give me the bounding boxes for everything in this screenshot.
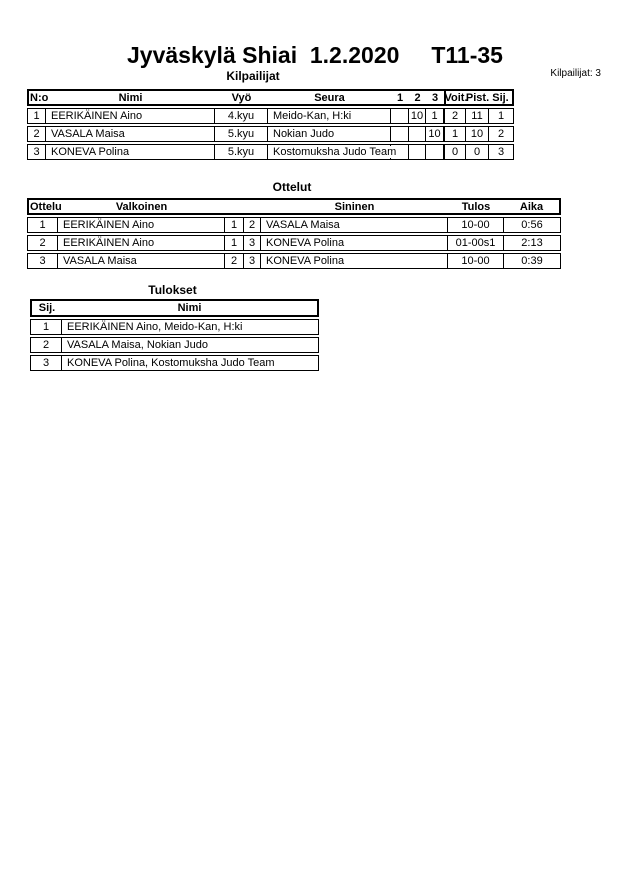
match-time: 0:39 <box>503 254 560 268</box>
blue-number: 3 <box>243 254 260 268</box>
match-number: 2 <box>39 237 46 249</box>
results-table <box>30 299 319 371</box>
white-number: 1 <box>224 218 243 232</box>
matches-header-row <box>27 198 561 215</box>
place: 2 <box>488 127 513 141</box>
header-match2: 2 <box>414 91 421 104</box>
match3-score: 1 <box>425 109 443 123</box>
blue-name: KONEVA Polina <box>260 254 447 268</box>
result-place: 1 <box>42 321 50 333</box>
participants-count: Kilpailijat: 3 <box>550 68 601 79</box>
match3-score: 10 <box>425 127 443 141</box>
result-place: 3 <box>42 357 50 369</box>
competitor-club: Kostomuksha Judo Team <box>267 145 390 159</box>
competitors-section-title: Kilpailijat <box>226 69 280 83</box>
match-result: 01-00s1 <box>447 236 503 250</box>
wins: 2 <box>443 109 465 123</box>
header-white: Valkoinen <box>115 200 168 213</box>
match-time: 0:56 <box>503 218 560 232</box>
white-name: EERIKÄINEN Aino <box>57 236 224 250</box>
table-row <box>30 337 319 353</box>
white-number: 1 <box>224 236 243 250</box>
place: 1 <box>488 109 513 123</box>
result-place: 2 <box>42 339 50 351</box>
header-time: Aika <box>519 200 544 213</box>
table-row <box>27 126 514 142</box>
competitor-club: Meido-Kan, H:ki <box>267 109 390 123</box>
blue-number: 3 <box>243 236 260 250</box>
header-white-number <box>225 200 244 213</box>
points: 10 <box>465 127 488 141</box>
table-row <box>30 355 319 371</box>
matches-section-title: Ottelut <box>272 180 312 194</box>
competitor-number: 1 <box>33 110 40 122</box>
match-result: 10-00 <box>447 218 503 232</box>
table-row <box>27 235 561 251</box>
points: 11 <box>465 109 488 123</box>
white-name: VASALA Maisa <box>57 254 224 268</box>
competitors-header-row <box>27 89 514 106</box>
header-place: Sij. <box>492 91 509 104</box>
matches-table <box>27 198 561 269</box>
result-name: VASALA Maisa, Nokian Judo <box>61 338 318 352</box>
points: 0 <box>465 145 488 159</box>
competitor-name: VASALA Maisa <box>45 127 214 141</box>
match2-score <box>408 145 425 159</box>
competitor-belt: 5.kyu <box>214 145 267 159</box>
header-club: Seura <box>314 91 345 104</box>
table-row <box>27 217 561 233</box>
header-match3: 3 <box>431 91 439 104</box>
blue-number: 2 <box>243 218 260 232</box>
competitor-number: 2 <box>33 128 40 140</box>
header-name: Nimi <box>118 91 143 104</box>
header-points: Pist. <box>465 91 490 104</box>
competitor-name: EERIKÄINEN Aino <box>45 109 214 123</box>
match-number: 1 <box>39 219 46 231</box>
result-name: KONEVA Polina, Kostomuksha Judo Team <box>61 356 318 370</box>
header-name: Nimi <box>177 302 202 314</box>
competitor-club: Nokian Judo <box>267 127 390 141</box>
blue-name: VASALA Maisa <box>260 218 447 232</box>
match-time: 2:13 <box>503 236 560 250</box>
white-number: 2 <box>224 254 243 268</box>
competitors-table <box>27 89 514 160</box>
competitor-belt: 4.kyu <box>214 109 267 123</box>
header-belt: Vyö <box>231 91 252 104</box>
wins: 0 <box>443 145 465 159</box>
wins: 1 <box>443 127 465 141</box>
result-name: EERIKÄINEN Aino, Meido-Kan, H:ki <box>61 320 318 334</box>
header-match1: 1 <box>396 91 404 104</box>
competitor-number: 3 <box>33 146 40 158</box>
match-result: 10-00 <box>447 254 503 268</box>
results-header-row <box>30 299 319 317</box>
header-place: Sij. <box>38 302 56 314</box>
match3-score <box>425 145 443 159</box>
blue-name: KONEVA Polina <box>260 236 447 250</box>
competitor-name: KONEVA Polina <box>45 145 214 159</box>
header-blue-number <box>244 200 261 213</box>
match2-score <box>408 127 425 141</box>
match1-score <box>390 109 408 123</box>
match-number: 3 <box>39 255 46 267</box>
match2-score: 10 <box>408 109 425 123</box>
header-match: Ottelu <box>30 200 62 213</box>
header-result: Tulos <box>461 200 491 213</box>
header-wins: Voit. <box>444 91 468 104</box>
header-blue: Sininen <box>334 200 375 213</box>
table-row <box>27 144 514 160</box>
white-name: EERIKÄINEN Aino <box>57 218 224 232</box>
table-row <box>27 108 514 124</box>
header-no: N:o <box>30 91 49 104</box>
match1-score <box>390 127 408 141</box>
competitor-belt: 5.kyu <box>214 127 267 141</box>
results-section-title: Tulokset <box>148 283 197 297</box>
place: 3 <box>488 145 513 159</box>
table-row <box>30 319 319 335</box>
table-row <box>27 253 561 269</box>
page-title: Jyväskylä Shiai 1.2.2020 T11-35 <box>127 42 503 68</box>
